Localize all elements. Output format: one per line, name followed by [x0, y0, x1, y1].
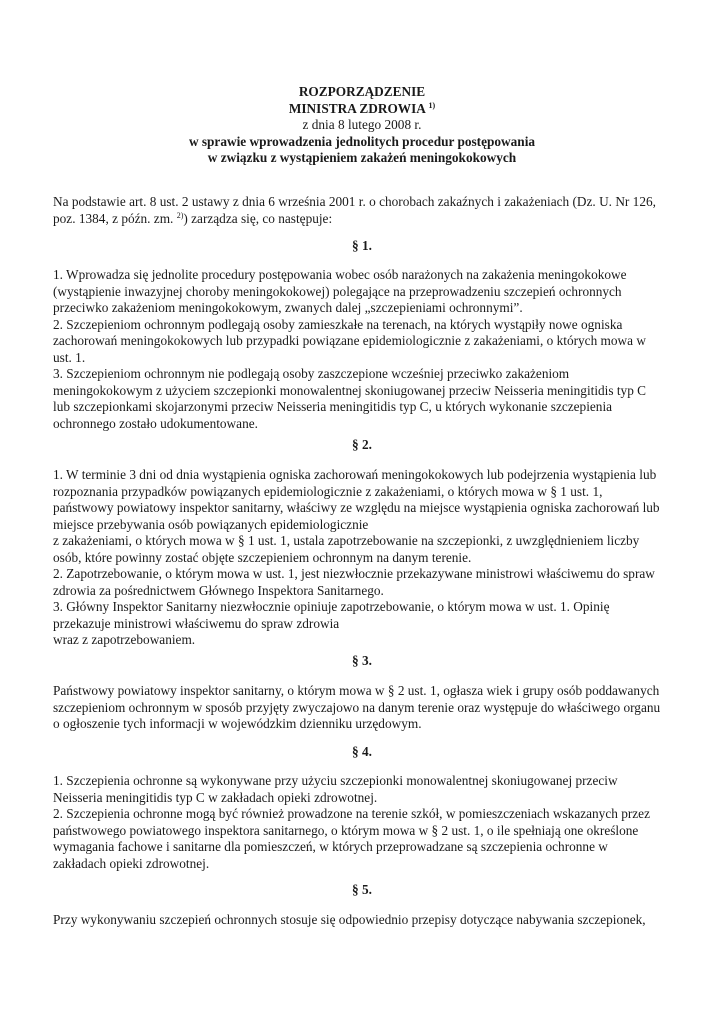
text-line: 3. Szczepieniom ochronnym nie podlegają osoby zaszczepione wcześniej przeciwko zakażeniom	[53, 366, 570, 381]
text-line: o ogłoszenie tych informacji w wojewódzkim dzienniku urzędowym.	[53, 716, 422, 731]
text-line: szczepieniom ochronnym w sposób przyjęty zwyczajowo na danym terenie oraz występuje do właściwego organu	[53, 699, 661, 715]
text-line: 1. Szczepienia ochronne są wykonywane przy użyciu szczepionki monowalentnej skoniugowanej przeciw	[53, 773, 618, 788]
section-heading: § 3.	[352, 653, 372, 668]
text-line: 1. Wprowadza się jednolite procedury postępowania wobec osób narażonych na zakażenia meningokokowe	[53, 267, 627, 282]
issuing-authority	[0, 101, 724, 118]
section-body	[53, 912, 683, 929]
section-body	[53, 267, 683, 432]
text-line: 2. Szczepieniom ochronnym podlegają osoby zamieszkałe na terenach, na których wystąpiły nowe ogniska	[53, 316, 623, 332]
regulation-date: z dnia 8 lutego 2008 r.	[302, 117, 422, 132]
text-line: państwowy powiatowy inspektor sanitarny, właściwy ze względu na miejsce wystąpienia ogniska zachorowań lub	[53, 500, 660, 515]
section-heading: § 1.	[352, 238, 372, 253]
text-line: wraz z zapotrzebowaniem.	[53, 632, 196, 647]
text-line: 2. Zapotrzebowanie, o którym mowa w ust. 1, jest niezwłocznie przekazywane ministrowi właściwemu do spraw	[53, 566, 655, 581]
text-line: przeciwko zakażeniom meningokokowym, zwanych dalej „szczepieniami ochronnymi”.	[53, 300, 523, 315]
text-line: osób, które powinny zostać objęte szczepieniem ochronnym na danym terenie.	[53, 549, 472, 565]
preamble-line: Na podstawie art. 8 ust. 2 ustawy z dnia 6 września 2001 r. o chorobach zakaźnych i zakażeniach (Dz. U. Nr 126,	[53, 194, 656, 209]
text-line: przekazuje ministrowi właściwemu do spraw zdrowia	[53, 615, 340, 631]
preamble-text: ) zarządza się, co następuje:	[183, 210, 333, 226]
text-line: lub szczepionkami skojarzonymi przeciw Neisseria meningitidis typ C, u których wykonanie szczepienia	[53, 399, 613, 414]
document-header	[0, 84, 724, 167]
text-line: Państwowy powiatowy inspektor sanitarny, o którym mowa w § 2 ust. 1, ogłasza wiek i grupy osób poddawanych	[53, 683, 660, 698]
footnote-ref-2: 2)	[176, 210, 184, 220]
section-heading: § 2.	[352, 437, 372, 452]
text-line: Neisseria meningitidis typ C w zakładach opieki zdrowotnej.	[53, 789, 378, 805]
footnote-ref-1: 1)	[428, 100, 436, 110]
text-line: 3. Główny Inspektor Sanitarny niezwłocznie opiniuje zapotrzebowanie, o którym mowa w ust. 1. Opinię	[53, 599, 610, 614]
text-line: ust. 1.	[53, 349, 86, 365]
text-line: zachorowań meningokokowych lub przypadki powiązane epidemiologicznie z zakażeniami, o których mowa w	[53, 333, 646, 348]
text-line: z zakażeniami, o których mowa w § 1 ust. 1, ustala zapotrzebowanie na szczepionki, z uwzględnieniem liczby	[53, 533, 640, 548]
text-line: rozpoznania przypadków powiązanych epidemiologicznie z zakażeniami, o których mowa w § 1 ust. 1,	[53, 483, 603, 499]
text-line: zdrowia za pośrednictwem Głównego Inspektora Sanitarnego.	[53, 582, 384, 598]
text-line: 1. W terminie 3 dni od dnia wystąpienia ogniska zachorowań meningokokowych lub podejrzenia wystąpienia lub	[53, 467, 657, 482]
preamble-line	[53, 211, 683, 228]
section-body	[53, 683, 683, 733]
text-line: miejsce przebywania osób powiązanych epidemiologicznie	[53, 516, 369, 532]
text-line: ochronnego zostało udokumentowane.	[53, 415, 258, 431]
section-heading: § 5.	[352, 882, 372, 897]
preamble	[53, 194, 683, 227]
regulation-type: ROZPORZĄDZENIE	[298, 84, 426, 99]
text-line: meningokokowym z użyciem szczepionki monowalentnej skoniugowanej przeciw Neisseria meningitidis typ C	[53, 382, 647, 398]
text-line: państwowego powiatowego inspektora sanitarnego, o którym mowa w § 2 ust. 1, o ile spełniają one określone	[53, 822, 639, 838]
text-line: Przy wykonywaniu szczepień ochronnych stosuje się odpowiednio przepisy dotyczące nabywania szczepionek,	[53, 912, 646, 927]
text-line: (wystąpienie inwazyjnej choroby meningokokowej) polegające na przeprowadzeniu szczepień ochronnych	[53, 283, 622, 299]
issuing-authority-text: MINISTRA ZDROWIA	[288, 100, 426, 116]
text-line: 2. Szczepienia ochronne mogą być również prowadzone na terenie szkół, w pomieszczeniach wskazanych przez	[53, 806, 650, 821]
section-body	[53, 467, 683, 649]
text-line: zakładach opieki zdrowotnej.	[53, 855, 210, 871]
section-body	[53, 773, 683, 872]
text-line: wymagania fachowe i sanitarne dla pomieszczeń, w których przeprowadzane są szczepienia ochronne w	[53, 839, 608, 854]
regulation-subject-line-2: w związku z wystąpieniem zakażeń meningokokowych	[207, 150, 517, 165]
preamble-text: poz. 1384, z późn. zm.	[53, 210, 174, 226]
regulation-subject-line-1: w sprawie wprowadzenia jednolitych procedur postępowania	[188, 133, 536, 149]
section-heading: § 4.	[352, 744, 372, 759]
